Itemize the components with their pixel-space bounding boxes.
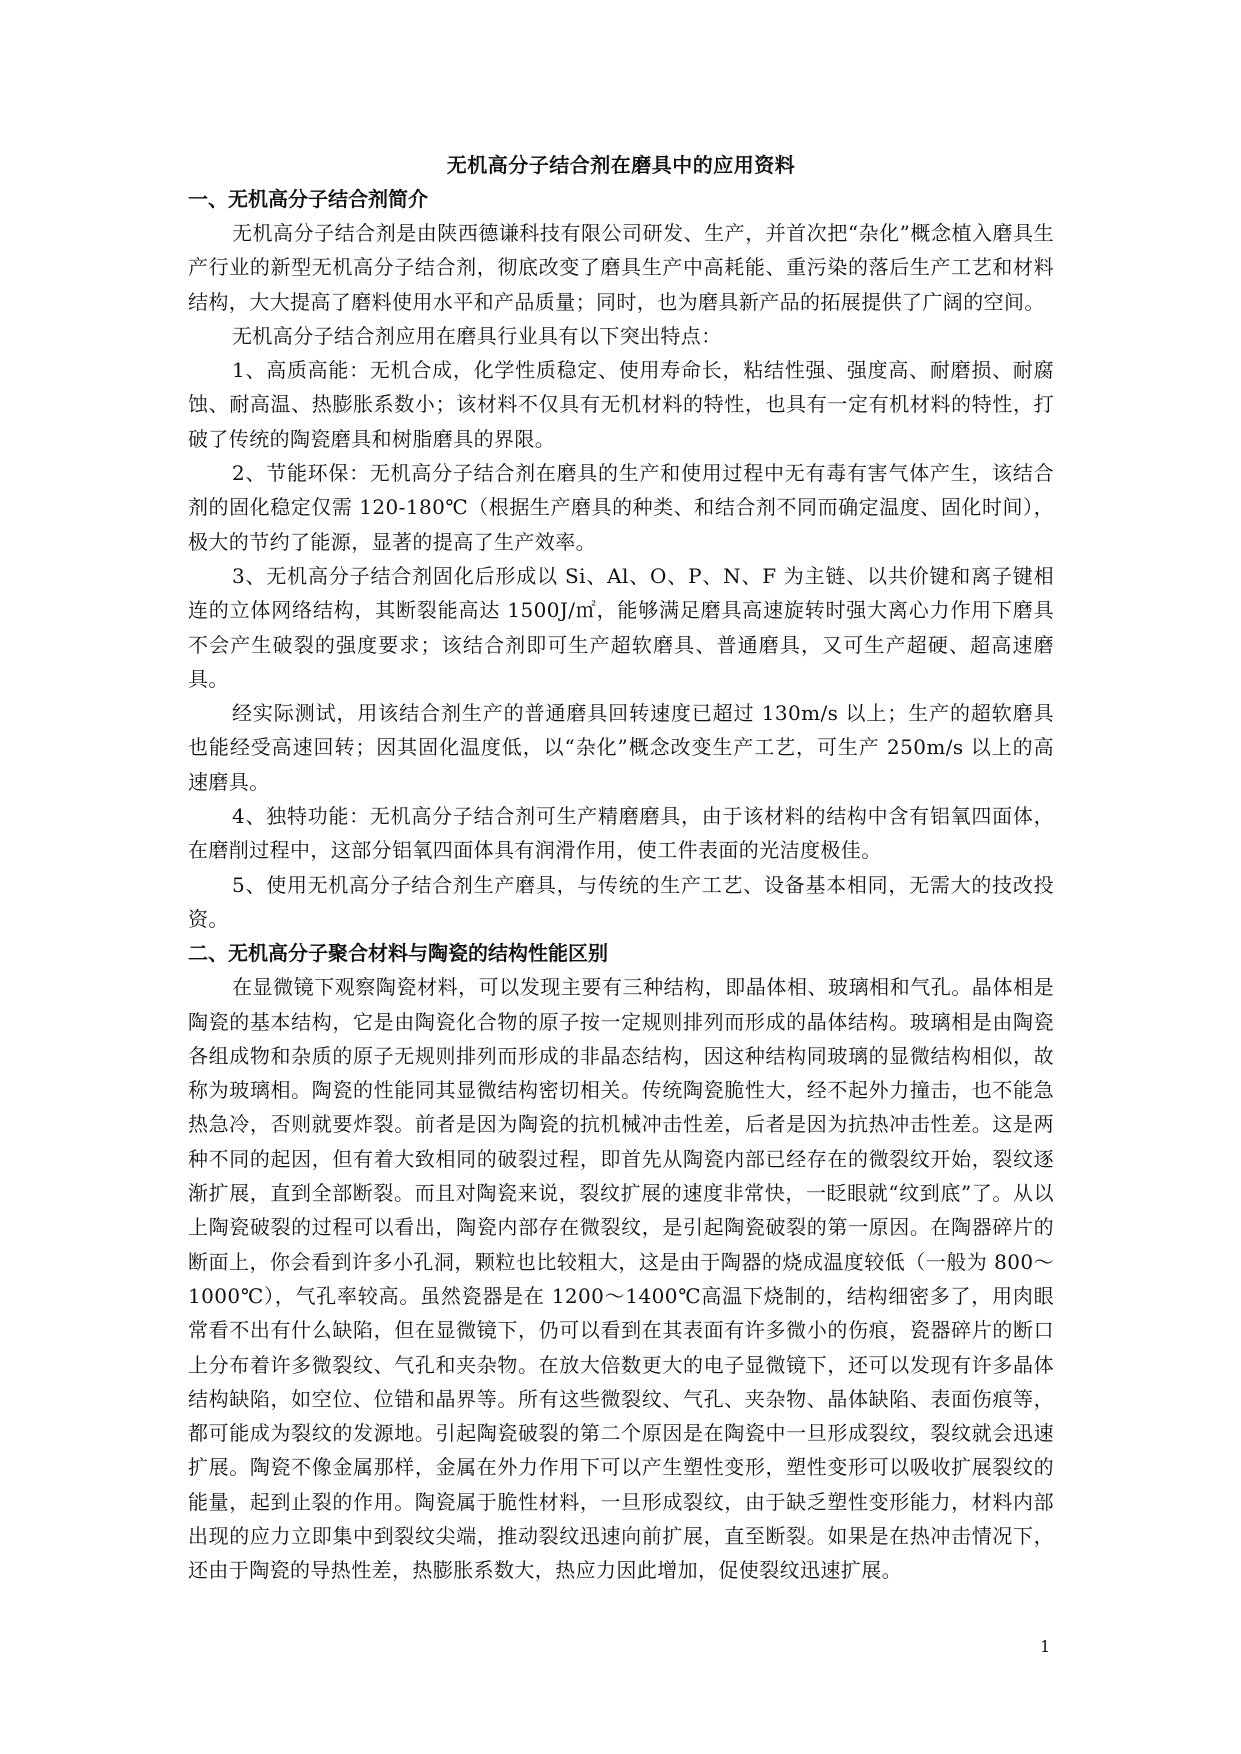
- page-number: 1: [1040, 1637, 1051, 1656]
- section-1-paragraph-feature-1: 1、高质高能：无机合成，化学性质稳定、使用寿命长，粘结性强、强度高、耐磨损、耐腐蚀、耐高温、热膨胀系数小；该材料不仅具有无机材料的特性，也具有一定有机材料的特性，打破了传统的陶瓷磨具和树脂磨具的界限。: [188, 358, 1054, 451]
- section-1-paragraph-intro: 无机高分子结合剂是由陕西德谦科技有限公司研发、生产，并首次把“杂化”概念植入磨具生产行业的新型无机高分子结合剂，彻底改变了磨具生产中高耗能、重污染的落后生产工艺和材料结构，大大提高了磨料使用水平和产品质量；同时，也为磨具新产品的拓展提供了广阔的空间。: [188, 221, 1054, 314]
- section-1-paragraph-feature-2: 2、节能环保：无机高分子结合剂在磨具的生产和使用过程中无有毒有害气体产生，该结合剂的固化稳定仅需 120-180℃（根据生产磨具的种类、和结合剂不同而确定温度、固化时间），极大的节约了能源，显著的提高了生产效率。: [188, 461, 1054, 554]
- section-1-heading: 一、无机高分子结合剂简介: [188, 187, 428, 211]
- section-1-paragraph-features-lead: 无机高分子结合剂应用在磨具行业具有以下突出特点：: [232, 323, 722, 348]
- document-title: 无机高分子结合剂在磨具中的应用资料: [446, 153, 796, 177]
- section-1-paragraph-feature-5: 5、使用无机高分子结合剂生产磨具，与传统的生产工艺、设备基本相同，无需大的技改投资。: [188, 872, 1054, 931]
- section-2-heading: 二、无机高分子聚合材料与陶瓷的结构性能区别: [188, 941, 608, 966]
- section-1-paragraph-feature-4: 4、独特功能：无机高分子结合剂可生产精磨磨具，由于该材料的结构中含有铝氧四面体，在磨削过程中，这部分铝氧四面体具有润滑作用，使工件表面的光洁度极佳。: [188, 804, 1054, 863]
- section-2-paragraph-ceramics: 在显微镜下观察陶瓷材料，可以发现主要有三种结构，即晶体相、玻璃相和气孔。晶体相是陶瓷的基本结构，它是由陶瓷化合物的原子按一定规则排列而形成的晶体结构。玻璃相是由陶瓷各组成物和杂质的原子无规则排列而形成的非晶态结构，因这种结构同玻璃的显微结构相似，故称为玻璃相。陶瓷的性能同其显微结构密切相关。传统陶瓷脆性大，经不起外力撞击，也不能急热急冷，否则就要炸裂。前者是因为陶瓷的抗机械冲击性差，后者是因为抗热冲击性差。这是两种不同的起因，但有着大致相同的破裂过程，即首先从陶瓷内部已经存在的微裂纹开始，裂纹逐渐扩展，直到全部断裂。而且对陶瓷来说，裂纹扩展的速度非常快，一眨眼就“纹到底”了。从以上陶瓷破裂的过程可以看出，陶瓷内部存在微裂纹，是引起陶瓷破裂的第一原因。在陶器碎片的断面上，你会看到许多小孔洞，颗粒也比较粗大，这是由于陶器的烧成温度较低（一般为 800～1000℃），气孔率较高。虽然瓷器是在 1200～1400℃高温下烧制的，结构细密多了，用肉眼常看不出有什么缺陷，但在显微镜下，仍可以看到在其表面有许多微小的伤痕，瓷器碎片的断口上分布着许多微裂纹、气孔和夹杂物。在放大倍数更大的电子显微镜下，还可以发现有许多晶体结构缺陷，如空位、位错和晶界等。所有这些微裂纹、气孔、夹杂物、晶体缺陷、表面伤痕等，都可能成为裂纹的发源地。引起陶瓷破裂的第二个原因是在陶瓷中一旦形成裂纹，裂纹就会迅速扩展。陶瓷不像金属那样，金属在外力作用下可以产生塑性变形，塑性变形可以吸收扩展裂纹的能量，起到止裂的作用。陶瓷属于脆性材料，一旦形成裂纹，由于缺乏塑性变形能力，材料内部出现的应力立即集中到裂纹尖端，推动裂纹迅速向前扩展，直至断裂。如果是在热冲击情况下，还由于陶瓷的导热性差，热膨胀系数大，热应力因此增加，促使裂纹迅速扩展。: [188, 975, 1054, 1583]
- section-1-paragraph-feature-3: 3、无机高分子结合剂固化后形成以 Si、Al、O、P、N、F 为主链、以共价键和离子键相连的立体网络结构，其断裂能高达 1500J/㎡，能够满足磨具高速旋转时强大离心力作用下磨具不会产生破裂的强度要求；该结合剂即可生产超软磨具、普通磨具，又可生产超硬、超高速磨具。: [188, 563, 1054, 691]
- section-1-paragraph-testing: 经实际测试，用该结合剂生产的普通磨具回转速度已超过 130m/s 以上；生产的超软磨具也能经受高速回转；因其固化温度低，以“杂化”概念改变生产工艺，可生产 250m/s 以上的高速磨具。: [188, 701, 1054, 794]
- document-page: [188, 148, 1054, 1588]
